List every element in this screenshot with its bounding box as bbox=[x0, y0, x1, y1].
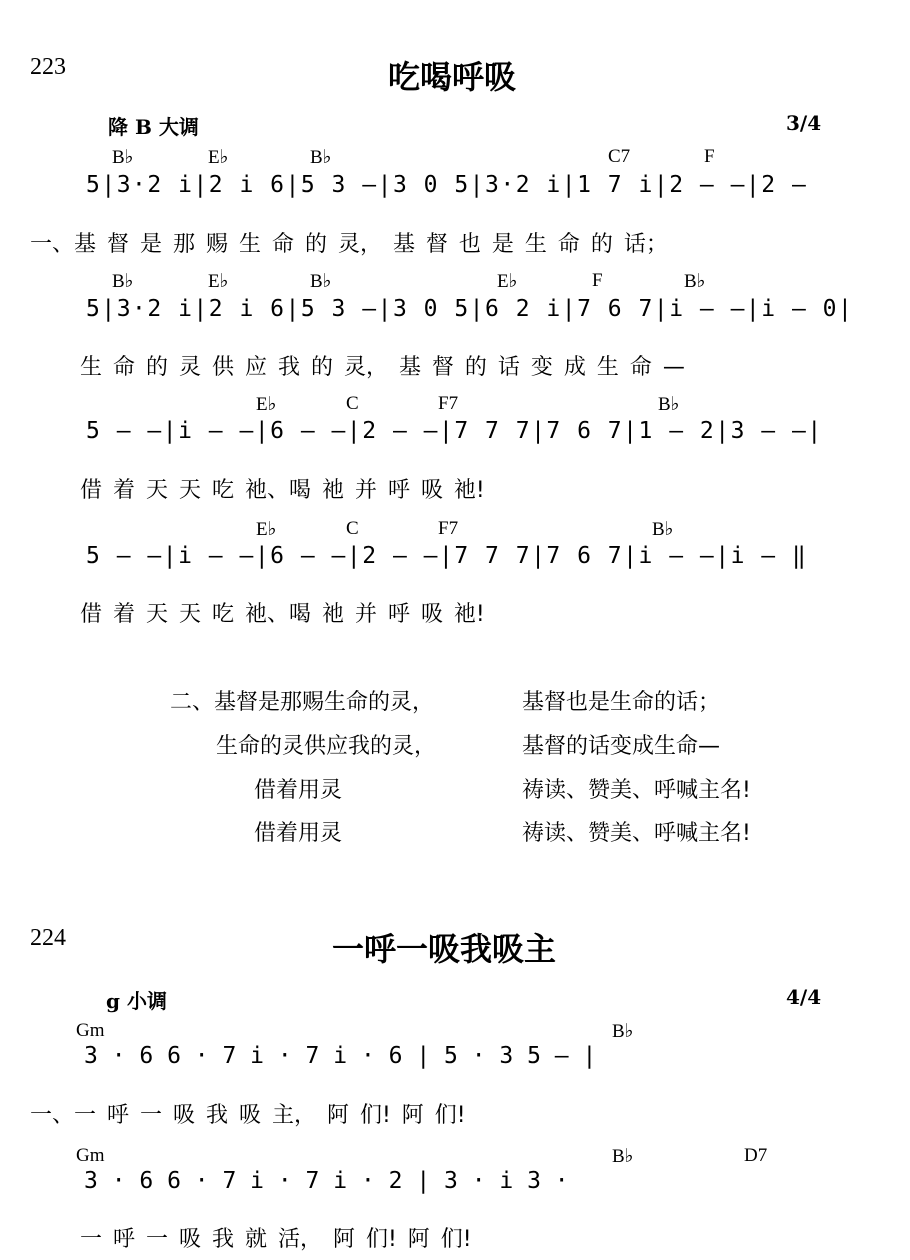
chord-label: B♭ bbox=[658, 394, 680, 415]
chord-label: B♭ bbox=[112, 271, 134, 292]
chord-label: C bbox=[346, 518, 359, 539]
hymn-number: 223 bbox=[30, 54, 66, 80]
chord-label: E♭ bbox=[256, 519, 277, 540]
chord-label: F7 bbox=[438, 393, 459, 414]
time-signature: 4/4 bbox=[786, 985, 822, 1009]
verse-line: 基督的话变成生命— bbox=[522, 734, 721, 759]
lyric-line: 借 着 天 天 吃 祂、喝 祂 并 呼 吸 祂! bbox=[80, 602, 485, 627]
lyric-line: 一、基 督 是 那 赐 生 命 的 灵， 基 督 也 是 生 命 的 话； bbox=[30, 232, 668, 257]
verse-line: 借着用灵 bbox=[254, 821, 343, 846]
chord-label: E♭ bbox=[497, 271, 518, 292]
notation-line: 5 — —|i — —|6 — —|2 — —|7 7 7|7 6 7|i — —|i — ‖ bbox=[86, 543, 808, 569]
chord-label: B♭ bbox=[652, 519, 674, 540]
chord-label: Gm bbox=[76, 1145, 105, 1166]
lyric-line: 生 命 的 灵 供 应 我 的 灵， 基 督 的 话 变 成 生 命 — bbox=[80, 355, 685, 380]
verse-line: 生命的灵供应我的灵， bbox=[216, 734, 437, 759]
lyric-line: 一、一 呼 一 吸 我 吸 主， 阿 们! 阿 们! bbox=[30, 1103, 466, 1128]
chord-label: F bbox=[592, 270, 603, 291]
chord-label: E♭ bbox=[208, 271, 229, 292]
lyric-line: 一 呼 一 吸 我 就 活， 阿 们! 阿 们! bbox=[80, 1227, 472, 1252]
notation-line: 5|3·2 i|2 i 6|5 3 —|3 0 5|6 2 i|7 6 7|i — —|i — 0| bbox=[86, 296, 854, 322]
chord-label: B♭ bbox=[112, 147, 134, 168]
notation-line: 3 · 6 6 · 7 i · 7 i · 6 | 5 · 3 5 — | bbox=[84, 1043, 597, 1069]
hymn-title: 一呼一吸我吸主 bbox=[332, 930, 557, 968]
chord-label: D7 bbox=[744, 1145, 768, 1166]
verse-line: 借着用灵 bbox=[254, 778, 343, 803]
chord-label: B♭ bbox=[684, 271, 706, 292]
key-signature: 降 B 大调 bbox=[108, 115, 199, 139]
lyric-line: 借 着 天 天 吃 祂、喝 祂 并 呼 吸 祂! bbox=[80, 478, 485, 503]
notation-line: 3 · 6 6 · 7 i · 7 i · 2 | 3 · i 3 · bbox=[84, 1168, 569, 1194]
chord-label: F7 bbox=[438, 518, 459, 539]
chord-label: B♭ bbox=[612, 1146, 634, 1167]
chord-label: C bbox=[346, 393, 359, 414]
chord-label: F bbox=[704, 146, 715, 167]
verse-line: 基督也是生命的话； bbox=[522, 690, 721, 715]
chord-label: E♭ bbox=[208, 147, 229, 168]
chord-label: B♭ bbox=[310, 147, 332, 168]
chord-label: E♭ bbox=[256, 394, 277, 415]
verse-line: 祷读、赞美、呼喊主名! bbox=[522, 821, 751, 846]
chord-label: Gm bbox=[76, 1020, 105, 1041]
hymn-title: 吃喝呼吸 bbox=[388, 58, 517, 96]
chord-label: B♭ bbox=[612, 1021, 634, 1042]
hymn-number: 224 bbox=[30, 925, 66, 951]
time-signature: 3/4 bbox=[786, 111, 822, 135]
verse-line: 二、基督是那赐生命的灵， bbox=[170, 690, 435, 715]
notation-line: 5|3·2 i|2 i 6|5 3 —|3 0 5|3·2 i|1 7 i|2 — —|2 — bbox=[86, 172, 808, 198]
notation-line: 5 — —|i — —|6 — —|2 — —|7 7 7|7 6 7|1 — 2|3 — —| bbox=[86, 418, 823, 444]
chord-label: C7 bbox=[608, 146, 631, 167]
chord-label: B♭ bbox=[310, 271, 332, 292]
key-signature: g 小调 bbox=[106, 989, 167, 1013]
verse-line: 祷读、赞美、呼喊主名! bbox=[522, 778, 751, 803]
